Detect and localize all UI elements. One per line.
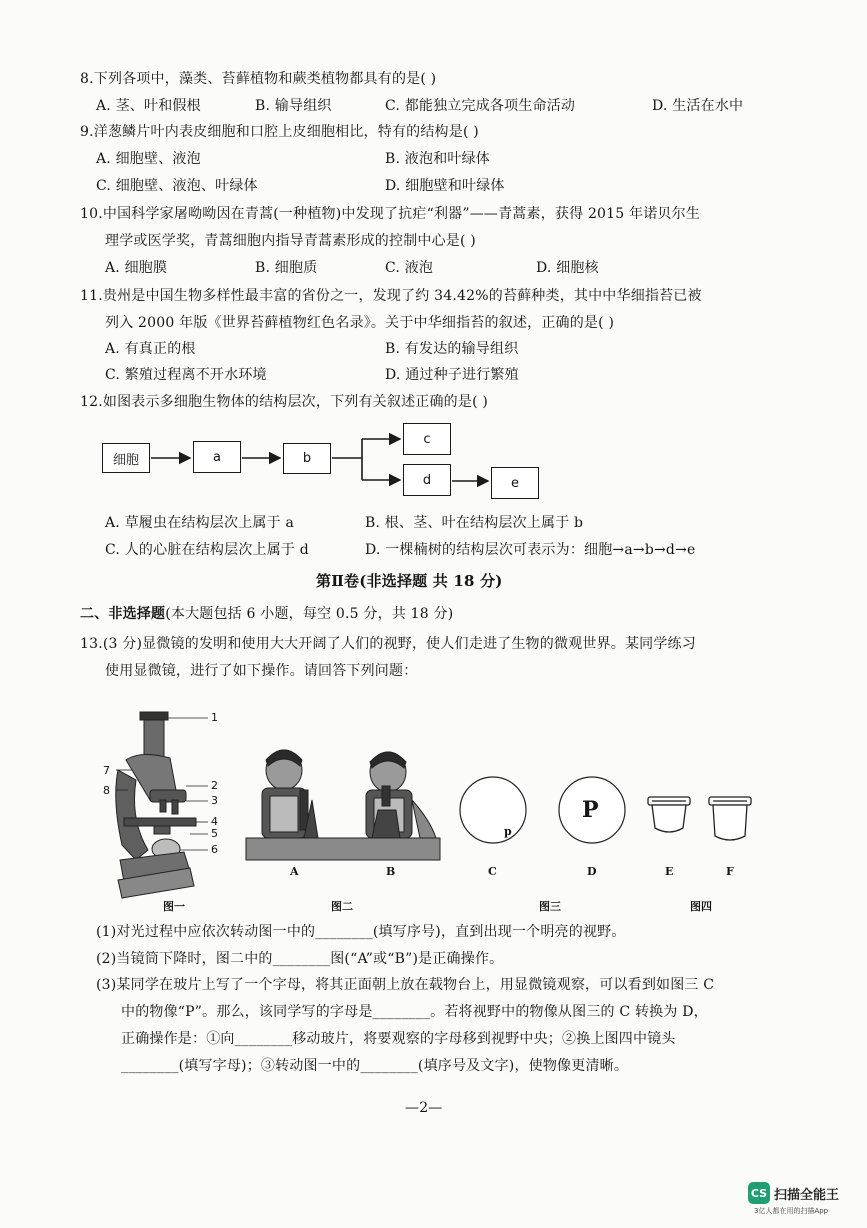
- fig1-label-6: 6: [211, 843, 218, 856]
- q8-stem: 8.下列各项中，藻类、苔藓植物和蕨类植物都具有的是( ): [80, 71, 437, 87]
- q12-option-d: D. 一棵楠树的结构层次可表示为：细胞→a→b→d→e: [365, 542, 696, 558]
- q9-option-a: A. 细胞壁、液泡: [96, 151, 201, 167]
- fig-caption-3: 图三: [539, 900, 561, 913]
- fig1-label-7: 7: [103, 764, 110, 777]
- fig3-image-p-small: p: [504, 825, 512, 838]
- fig1-label-8: 8: [103, 784, 110, 797]
- q9-option-d: D. 细胞壁和叶绿体: [385, 178, 505, 194]
- section-2-title: 第Ⅱ卷(非选择题 共 18 分): [316, 572, 503, 590]
- fig4-label-e: E: [665, 865, 674, 878]
- q10-option-c: C. 液泡: [385, 260, 434, 276]
- fig4-label-f: F: [726, 865, 734, 878]
- fig1-label-2: 2: [211, 779, 218, 792]
- fig1-label-1: 1: [211, 711, 218, 724]
- q13-stem-line1: 13.(3 分)显微镜的发明和使用大大开阔了人们的视野，使人们走进了生物的微观世界。某同学练习: [80, 636, 696, 652]
- q9-option-c: C. 细胞壁、液泡、叶绿体: [96, 178, 258, 194]
- q11-option-b: B. 有发达的输导组织: [385, 341, 519, 357]
- fig1-label-4: 4: [211, 815, 218, 828]
- q8-option-c: C. 都能独立完成各项生命活动: [385, 98, 576, 114]
- fig2-label-b: B: [386, 865, 396, 878]
- q11-option-a: A. 有真正的根: [105, 341, 196, 357]
- page-number: —2—: [405, 1100, 443, 1116]
- q11-stem-line1: 11.贵州是中国生物多样性最丰富的省份之一，发现了约 34.42%的苔藓种类，其中中华细指苔已被: [80, 288, 702, 304]
- diagram-box-d: d: [403, 464, 451, 496]
- scanner-brand: 扫描全能王: [774, 1188, 840, 1203]
- q12-option-a: A. 草履虫在结构层次上属于 a: [105, 515, 295, 531]
- q12-option-c: C. 人的心脏在结构层次上属于 d: [105, 542, 309, 558]
- section-2-heading-note: (本大题包括 6 小题，每空 0.5 分，共 18 分): [165, 606, 454, 622]
- q8-option-a: A. 茎、叶和假根: [96, 98, 201, 114]
- q10-option-b: B. 细胞质: [255, 260, 318, 276]
- diagram-box-b: b: [283, 443, 331, 474]
- q12-stem: 12.如图表示多细胞生物体的结构层次，下列有关叙述正确的是( ): [80, 394, 489, 410]
- fig1-label-5: 5: [211, 827, 218, 840]
- q13-stem-line2: 使用显微镜，进行了如下操作。请回答下列问题：: [105, 663, 418, 679]
- diagram-box-c: c: [403, 423, 451, 455]
- q11-stem-line2: 列入 2000 年版《世界苔藓植物红色名录》。关于中华细指苔的叙述，正确的是( ): [105, 315, 615, 331]
- q8-option-b: B. 输导组织: [255, 98, 332, 114]
- scanner-logo-icon: CS: [748, 1182, 770, 1204]
- q13-sub3-line2: 中的物像“P”。那么，该同学写的字母是________。若将视野中的物像从图三的 C 转换为 D，: [121, 1004, 708, 1020]
- fig-caption-1: 图一: [163, 900, 185, 913]
- q8-option-d: D. 生活在水中: [652, 98, 744, 114]
- fig1-label-3: 3: [211, 794, 218, 807]
- diagram-box-e: e: [491, 467, 539, 499]
- q10-option-a: A. 细胞膜: [105, 260, 168, 276]
- diagram-box-a: a: [193, 441, 241, 473]
- q11-option-c: C. 繁殖过程离不开水环境: [105, 367, 267, 383]
- fig3-label-c: C: [488, 865, 497, 878]
- q12-option-b: B. 根、茎、叶在结构层次上属于 b: [365, 515, 584, 531]
- fig-caption-4: 图四: [690, 900, 712, 913]
- q13-sub1: (1)对光过程中应依次转动图一中的________(填写序号)，直到出现一个明亮的视野。: [96, 924, 626, 940]
- q13-sub3-line1: (3)某同学在玻片上写了一个字母，将其正面朝上放在载物台上，用显微镜观察，可以看到如图三 C: [96, 977, 715, 993]
- q10-stem-line1: 10.中国科学家屠呦呦因在青蒿(一种植物)中发现了抗疟“利器”——青蒿素，获得 2015 年诺贝尔生: [80, 206, 701, 222]
- q13-sub3-line3: 正确操作是：①向________移动玻片，将要观察的字母移到视野中央；②换上图四中镜头: [121, 1031, 676, 1047]
- fig2-label-a: A: [290, 865, 299, 878]
- q11-option-d: D. 通过种子进行繁殖: [385, 367, 519, 383]
- q10-stem-line2: 理学或医学奖，青蒿细胞内指导青蒿素形成的控制中心是( ): [105, 233, 476, 249]
- fig-caption-2: 图二: [331, 900, 353, 913]
- scanner-slogan: 3亿人都在用的扫描App: [754, 1207, 829, 1215]
- fig3-image-p-large: P: [582, 797, 599, 823]
- q9-option-b: B. 液泡和叶绿体: [385, 151, 490, 167]
- q13-sub3-line4: ________(填写字母)；③转动图一中的________(填序号及文字)，使物像更清晰。: [121, 1058, 629, 1074]
- section-2-heading-label: 二、非选择题: [80, 606, 166, 622]
- scanner-watermark: [748, 1178, 858, 1218]
- diagram-box-cell: 细胞: [102, 443, 150, 473]
- fig3-label-d: D: [587, 865, 597, 878]
- q10-option-d: D. 细胞核: [536, 260, 599, 276]
- q13-sub2: (2)当镜筒下降时，图二中的________图(“A”或“B”)是正确操作。: [96, 951, 504, 967]
- q9-stem: 9.洋葱鳞片叶内表皮细胞和口腔上皮细胞相比，特有的结构是( ): [80, 124, 479, 140]
